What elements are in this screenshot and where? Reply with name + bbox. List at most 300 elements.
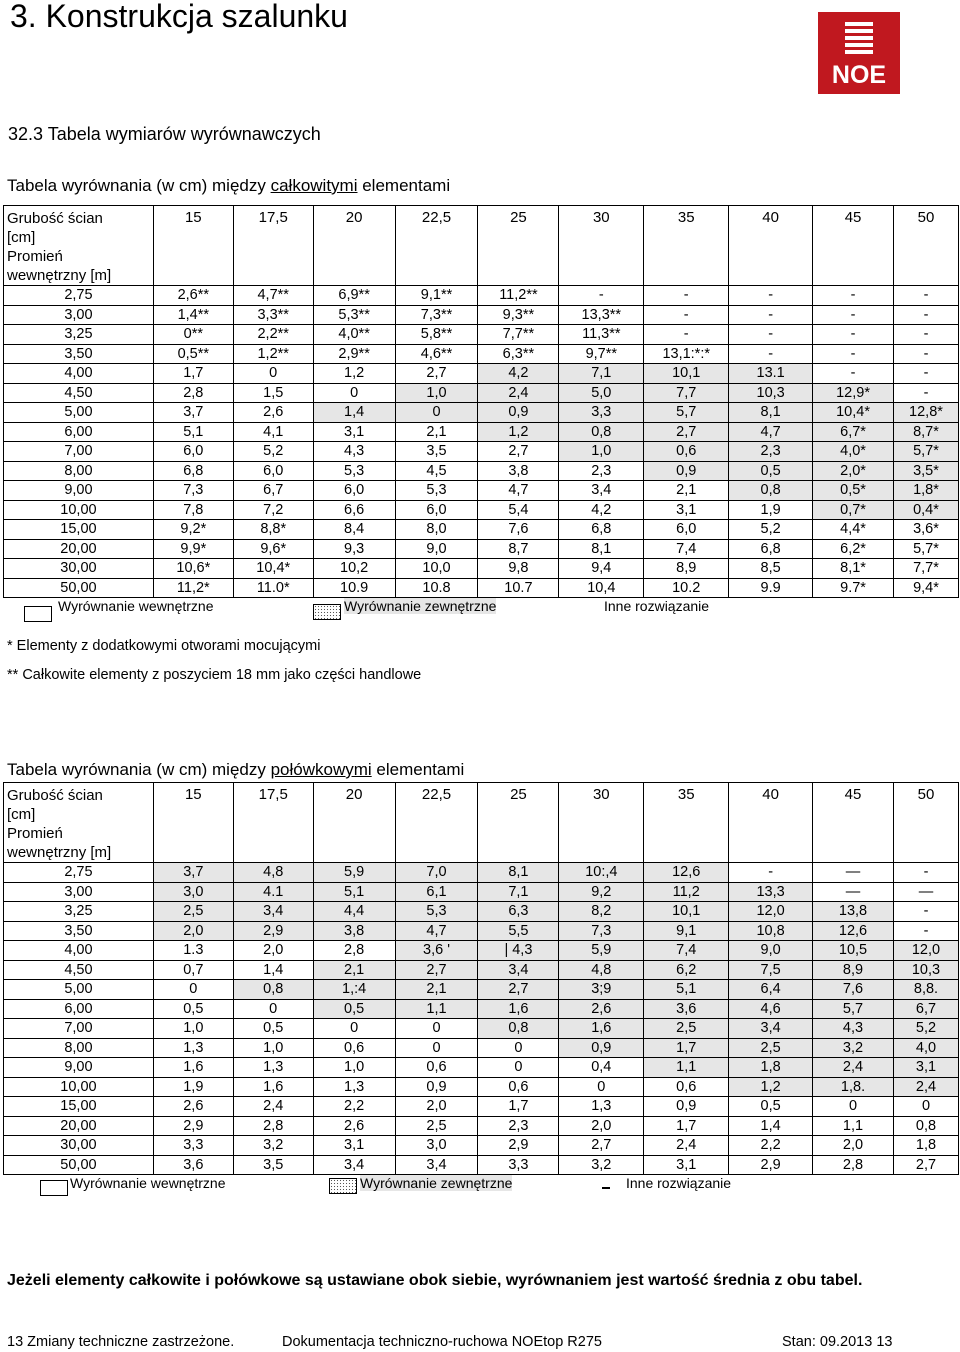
value-cell: 10.8: [395, 578, 478, 598]
value-cell: 6,8: [559, 520, 644, 540]
column-header: 20: [313, 206, 395, 286]
value-cell: 0,5: [233, 1019, 313, 1039]
value-cell: 2,7: [478, 980, 559, 1000]
radius-cell: 10,00: [4, 500, 154, 520]
footer-center: Dokumentacja techniczno-ruchowa NOEtop R275: [282, 1334, 602, 1350]
table2: [3, 782, 959, 1175]
value-cell: 5,7: [644, 403, 729, 423]
column-header: 20: [313, 783, 395, 863]
table-row: [4, 1155, 959, 1175]
value-cell: 12,0: [893, 941, 958, 961]
radius-cell: 3,00: [4, 882, 154, 902]
value-cell: -: [893, 286, 958, 306]
table-row: [4, 980, 959, 1000]
value-cell: -: [893, 383, 958, 403]
value-cell: 2,9**: [313, 344, 395, 364]
value-cell: -: [729, 344, 813, 364]
column-header: 35: [644, 783, 729, 863]
value-cell: 10,8: [729, 921, 813, 941]
value-cell: -: [729, 286, 813, 306]
radius-cell: 30,00: [4, 559, 154, 579]
table1: [3, 205, 959, 598]
value-cell: 0,6: [644, 1077, 729, 1097]
value-cell: 2,6: [559, 999, 644, 1019]
table-row: [4, 1019, 959, 1039]
value-cell: 4,7**: [233, 286, 313, 306]
value-cell: 2,7: [893, 1155, 958, 1175]
value-cell: 13,3: [729, 882, 813, 902]
value-cell: -: [729, 325, 813, 345]
value-cell: 2,1: [395, 422, 478, 442]
value-cell: 2,8: [153, 383, 233, 403]
value-cell: 7,4: [644, 539, 729, 559]
value-cell: 2,2: [729, 1136, 813, 1156]
value-cell: 3,3**: [233, 305, 313, 325]
value-cell: 0: [153, 980, 233, 1000]
value-cell: 5,8**: [395, 325, 478, 345]
value-cell: 6,2*: [813, 539, 894, 559]
value-cell: 4,7: [395, 921, 478, 941]
column-header: 30: [559, 783, 644, 863]
value-cell: 4,3: [813, 1019, 894, 1039]
value-cell: 1,6: [559, 1019, 644, 1039]
value-cell: 0,7*: [813, 500, 894, 520]
value-cell: 7,6: [478, 520, 559, 540]
radius-cell: 4,00: [4, 941, 154, 961]
value-cell: 8,9: [644, 559, 729, 579]
radius-cell: 3,50: [4, 921, 154, 941]
value-cell: 5,1: [313, 882, 395, 902]
value-cell: 7,4: [644, 941, 729, 961]
value-cell: 0: [893, 1097, 958, 1117]
value-cell: 0: [313, 383, 395, 403]
table-row: [4, 863, 959, 883]
value-cell: 2,8: [313, 941, 395, 961]
value-cell: 9,3**: [478, 305, 559, 325]
value-cell: 0: [395, 403, 478, 423]
value-cell: 8,2: [559, 902, 644, 922]
value-cell: 3,0: [153, 882, 233, 902]
value-cell: 1,8*: [893, 481, 958, 501]
value-cell: 2,9: [153, 1116, 233, 1136]
value-cell: 1,0: [395, 383, 478, 403]
value-cell: 2,0*: [813, 461, 894, 481]
value-cell: 6,1: [395, 882, 478, 902]
value-cell: 3,1: [893, 1058, 958, 1078]
value-cell: 7,7*: [893, 559, 958, 579]
value-cell: 1,1: [644, 1058, 729, 1078]
value-cell: 10,5: [813, 941, 894, 961]
value-cell: 9,2*: [153, 520, 233, 540]
value-cell: 2,3: [478, 1116, 559, 1136]
value-cell: 4,8: [559, 960, 644, 980]
value-cell: 7,7: [644, 383, 729, 403]
table-row: [4, 960, 959, 980]
value-cell: 0,4*: [893, 500, 958, 520]
value-cell: 1,2: [729, 1077, 813, 1097]
radius-cell: 20,00: [4, 1116, 154, 1136]
value-cell: -: [893, 364, 958, 384]
value-cell: 10,1: [644, 902, 729, 922]
section-subtitle: 32.3 Tabela wymiarów wyrównawczych: [8, 124, 321, 144]
radius-cell: 4,00: [4, 364, 154, 384]
value-cell: 2,6**: [153, 286, 233, 306]
page-title: 3. Konstrukcja szalunku: [10, 0, 348, 34]
legend2-inner-swatch: [40, 1180, 68, 1196]
value-cell: 4,0*: [813, 442, 894, 462]
value-cell: 2,4: [644, 1136, 729, 1156]
table-row: [4, 403, 959, 423]
value-cell: 7,8: [153, 500, 233, 520]
header-label: [4, 206, 154, 286]
value-cell: 2,0: [153, 921, 233, 941]
legend-outer-label: Wyrównanie zewnętrzne: [344, 598, 497, 614]
table-row: [4, 500, 959, 520]
legend2-outer-label: Wyrównanie zewnętrzne: [360, 1175, 513, 1191]
value-cell: 10,4: [559, 578, 644, 598]
value-cell: -: [893, 325, 958, 345]
value-cell: 4,4: [313, 902, 395, 922]
radius-cell: 50,00: [4, 1155, 154, 1175]
value-cell: 1,8.: [813, 1077, 894, 1097]
value-cell: 9,1**: [395, 286, 478, 306]
value-cell: 2,6: [313, 1116, 395, 1136]
value-cell: 2,1: [313, 960, 395, 980]
value-cell: 8,8*: [233, 520, 313, 540]
value-cell: 5,0: [559, 383, 644, 403]
value-cell: 10,3: [893, 960, 958, 980]
noe-logo: [818, 12, 900, 94]
table-row: [4, 882, 959, 902]
value-cell: 0,5*: [813, 481, 894, 501]
value-cell: 13,8: [813, 902, 894, 922]
value-cell: 0: [478, 1038, 559, 1058]
value-cell: 3,3: [153, 1136, 233, 1156]
value-cell: 1,7: [153, 364, 233, 384]
table2-caption: Tabela wyrównania (w cm) między połówkowymi elementami: [7, 760, 465, 779]
table-row: [4, 344, 959, 364]
value-cell: 2,2**: [233, 325, 313, 345]
value-cell: 6,0: [153, 442, 233, 462]
value-cell: 3,1: [644, 1155, 729, 1175]
value-cell: 5,7*: [893, 442, 958, 462]
footer-right: Stan: 09.2013 13: [782, 1334, 893, 1350]
value-cell: 2,7: [559, 1136, 644, 1156]
column-header: 50: [893, 783, 958, 863]
column-header: 45: [813, 783, 894, 863]
radius-cell: 4,50: [4, 383, 154, 403]
value-cell: 11,3**: [559, 325, 644, 345]
value-cell: 1,6: [478, 999, 559, 1019]
value-cell: 1,8: [893, 1136, 958, 1156]
value-cell: 9,4: [559, 559, 644, 579]
value-cell: —: [813, 863, 894, 883]
value-cell: 1,5: [233, 383, 313, 403]
value-cell: -: [729, 305, 813, 325]
value-cell: 3,5: [395, 442, 478, 462]
column-header: 15: [153, 783, 233, 863]
value-cell: 0,9: [395, 1077, 478, 1097]
value-cell: 0: [233, 999, 313, 1019]
radius-cell: 9,00: [4, 481, 154, 501]
value-cell: 4,0**: [313, 325, 395, 345]
value-cell: 7,1: [478, 882, 559, 902]
value-cell: 10:,4: [559, 863, 644, 883]
value-cell: 10.2: [644, 578, 729, 598]
value-cell: 2,4: [813, 1058, 894, 1078]
legend-outer-swatch: [313, 604, 341, 620]
note-double-star: ** Całkowite elementy z poszyciem 18 mm jako części handlowe: [7, 667, 422, 683]
value-cell: 2,4: [233, 1097, 313, 1117]
value-cell: 4,3: [313, 442, 395, 462]
column-header: 22,5: [395, 783, 478, 863]
value-cell: 2,6: [233, 403, 313, 423]
value-cell: 5,7: [813, 999, 894, 1019]
value-cell: -: [729, 863, 813, 883]
radius-cell: 15,00: [4, 1097, 154, 1117]
value-cell: 1,3: [313, 1077, 395, 1097]
value-cell: -: [813, 286, 894, 306]
value-cell: 3,1: [313, 422, 395, 442]
value-cell: 6,0: [644, 520, 729, 540]
value-cell: 1,7: [644, 1038, 729, 1058]
value-cell: -: [893, 902, 958, 922]
table-row: [4, 1077, 959, 1097]
value-cell: 0: [559, 1077, 644, 1097]
value-cell: 6,0: [233, 461, 313, 481]
radius-cell: 30,00: [4, 1136, 154, 1156]
radius-cell: 2,75: [4, 863, 154, 883]
column-header: 30: [559, 206, 644, 286]
value-cell: 5,3: [395, 902, 478, 922]
bottom-note: Jeżeli elementy całkowite i połówkowe są ustawiane obok siebie, wyrównaniem jest wartość średnia z obu tabel.: [7, 1272, 863, 1289]
value-cell: 4.1: [233, 882, 313, 902]
value-cell: 8,7*: [893, 422, 958, 442]
value-cell: 9,2: [559, 882, 644, 902]
value-cell: 6,2: [644, 960, 729, 980]
value-cell: -: [893, 863, 958, 883]
value-cell: 1,9: [729, 500, 813, 520]
value-cell: 6,8: [153, 461, 233, 481]
value-cell: —: [893, 882, 958, 902]
value-cell: -: [893, 344, 958, 364]
value-cell: 8,8.: [893, 980, 958, 1000]
value-cell: 5,9: [313, 863, 395, 883]
legend-inner-swatch: [24, 606, 52, 622]
value-cell: —: [813, 882, 894, 902]
value-cell: 7,3**: [395, 305, 478, 325]
header-label: [4, 783, 154, 863]
value-cell: 0,6: [313, 1038, 395, 1058]
table-row: [4, 383, 959, 403]
radius-cell: 6,00: [4, 422, 154, 442]
radius-cell: 3,50: [4, 344, 154, 364]
header-row: [4, 206, 959, 286]
value-cell: 10,3: [729, 383, 813, 403]
value-cell: 2,5: [153, 902, 233, 922]
value-cell: 1,0: [153, 1019, 233, 1039]
value-cell: -: [644, 325, 729, 345]
radius-cell: 5,00: [4, 980, 154, 1000]
value-cell: 5,1: [644, 980, 729, 1000]
header-label-line: Grubość ścian: [7, 787, 103, 804]
value-cell: 2,4: [478, 383, 559, 403]
radius-cell: 2,75: [4, 286, 154, 306]
value-cell: 13.1: [729, 364, 813, 384]
value-cell: 0: [813, 1097, 894, 1117]
table-row: [4, 442, 959, 462]
value-cell: 5,4: [478, 500, 559, 520]
radius-cell: 3,00: [4, 305, 154, 325]
legend2-inner-label: Wyrównanie wewnętrzne: [70, 1175, 226, 1191]
value-cell: 3,6*: [893, 520, 958, 540]
value-cell: 9,8: [478, 559, 559, 579]
value-cell: 0,5: [153, 999, 233, 1019]
value-cell: 10.7: [478, 578, 559, 598]
table-row: [4, 481, 959, 501]
value-cell: 1,2**: [233, 344, 313, 364]
value-cell: 9,4*: [893, 578, 958, 598]
value-cell: 8,1: [729, 403, 813, 423]
value-cell: 7,0: [395, 863, 478, 883]
value-cell: 3,4: [233, 902, 313, 922]
value-cell: 3,4: [395, 1155, 478, 1175]
value-cell: -: [893, 305, 958, 325]
value-cell: 9,9*: [153, 539, 233, 559]
table-row: [4, 422, 959, 442]
value-cell: 3,1: [313, 1136, 395, 1156]
value-cell: 7,1: [559, 364, 644, 384]
value-cell: 3,8: [313, 921, 395, 941]
value-cell: 1,:4: [313, 980, 395, 1000]
value-cell: 0**: [153, 325, 233, 345]
value-cell: 1,6: [153, 1058, 233, 1078]
radius-cell: 3,25: [4, 902, 154, 922]
table-row: [4, 578, 959, 598]
value-cell: 5,3: [313, 461, 395, 481]
value-cell: 4,8: [233, 863, 313, 883]
value-cell: 6,0: [395, 500, 478, 520]
radius-cell: 20,00: [4, 539, 154, 559]
value-cell: 3,7: [153, 863, 233, 883]
value-cell: 9,7**: [559, 344, 644, 364]
value-cell: 5,5: [478, 921, 559, 941]
table2-caption-underlined: połówkowymi: [270, 760, 372, 779]
value-cell: 1,4: [313, 403, 395, 423]
radius-cell: 7,00: [4, 1019, 154, 1039]
value-cell: 5,2: [729, 520, 813, 540]
value-cell: 1,6: [233, 1077, 313, 1097]
value-cell: 2,1: [644, 481, 729, 501]
value-cell: 1,4: [729, 1116, 813, 1136]
value-cell: 1,0: [233, 1038, 313, 1058]
value-cell: 3,1: [644, 500, 729, 520]
value-cell: 0,6: [395, 1058, 478, 1078]
value-cell: 0,7: [153, 960, 233, 980]
value-cell: 0,5: [313, 999, 395, 1019]
value-cell: 2,6: [153, 1097, 233, 1117]
value-cell: 0,8: [893, 1116, 958, 1136]
value-cell: 10,0: [395, 559, 478, 579]
value-cell: 13,1:*:*: [644, 344, 729, 364]
value-cell: 0: [395, 1038, 478, 1058]
value-cell: 10,4*: [233, 559, 313, 579]
value-cell: -: [813, 344, 894, 364]
value-cell: 0,5**: [153, 344, 233, 364]
value-cell: 6,7: [893, 999, 958, 1019]
value-cell: 3,6: [153, 1155, 233, 1175]
value-cell: 9,0: [395, 539, 478, 559]
value-cell: 6,6: [313, 500, 395, 520]
value-cell: 3,7: [153, 403, 233, 423]
table-row: [4, 999, 959, 1019]
footer-left: 13 Zmiany techniczne zastrzeżone.: [7, 1334, 235, 1350]
value-cell: -: [813, 305, 894, 325]
value-cell: 2,5: [395, 1116, 478, 1136]
column-header: 40: [729, 783, 813, 863]
value-cell: 0: [313, 1019, 395, 1039]
value-cell: -: [893, 921, 958, 941]
value-cell: 7,7**: [478, 325, 559, 345]
value-cell: 1,8: [729, 1058, 813, 1078]
table-row: [4, 559, 959, 579]
value-cell: 1,3: [233, 1058, 313, 1078]
value-cell: 11,2: [644, 882, 729, 902]
table-row: [4, 921, 959, 941]
value-cell: 2,0: [395, 1097, 478, 1117]
value-cell: 2,7: [478, 442, 559, 462]
value-cell: 2,5: [644, 1019, 729, 1039]
value-cell: 6,9**: [313, 286, 395, 306]
value-cell: 6,3: [478, 902, 559, 922]
table-row: [4, 902, 959, 922]
value-cell: 1,2: [313, 364, 395, 384]
value-cell: 2,4: [893, 1077, 958, 1097]
value-cell: 0,5: [729, 461, 813, 481]
value-cell: 5,9: [559, 941, 644, 961]
table-row: [4, 364, 959, 384]
value-cell: 1,3: [559, 1097, 644, 1117]
legend2-outer-swatch: [329, 1178, 357, 1194]
value-cell: 1,1: [813, 1116, 894, 1136]
value-cell: 11.0*: [233, 578, 313, 598]
value-cell: 8,4: [313, 520, 395, 540]
value-cell: 6,0: [313, 481, 395, 501]
value-cell: 1,4**: [153, 305, 233, 325]
column-header: 35: [644, 206, 729, 286]
value-cell: 3,0: [395, 1136, 478, 1156]
value-cell: 2,0: [813, 1136, 894, 1156]
value-cell: 1,1: [395, 999, 478, 1019]
radius-cell: 50,00: [4, 578, 154, 598]
value-cell: 4,1: [233, 422, 313, 442]
value-cell: 3,5*: [893, 461, 958, 481]
value-cell: 6,3**: [478, 344, 559, 364]
value-cell: 4,0: [893, 1038, 958, 1058]
value-cell: 1,2: [478, 422, 559, 442]
value-cell: 10,4*: [813, 403, 894, 423]
radius-cell: 3,25: [4, 325, 154, 345]
value-cell: 10,2: [313, 559, 395, 579]
value-cell: 12,6: [644, 863, 729, 883]
value-cell: 9,0: [729, 941, 813, 961]
value-cell: 3,8: [478, 461, 559, 481]
column-header: 50: [893, 206, 958, 286]
table1-caption: Tabela wyrównania (w cm) między całkowitymi elementami: [7, 176, 451, 195]
value-cell: 1,3: [153, 1038, 233, 1058]
table-row: [4, 539, 959, 559]
value-cell: 3,2: [233, 1136, 313, 1156]
